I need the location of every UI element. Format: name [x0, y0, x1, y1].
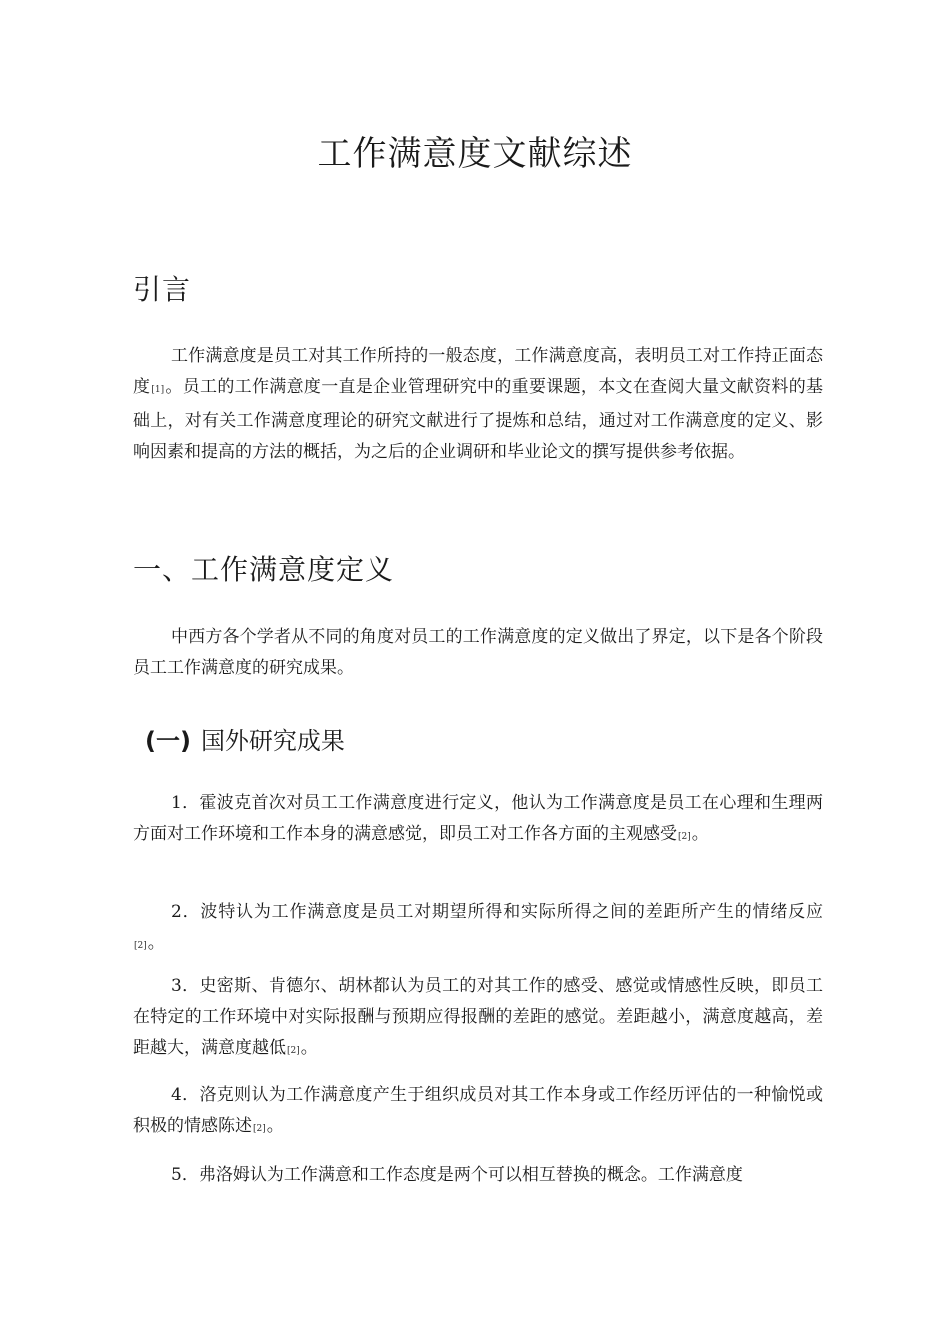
citation: [2]	[134, 941, 147, 951]
intro-text-b: 。员工的工作满意度一直是企业管理研究中的重要课题，本文在查阅大量文献资料的基础上，对有关工作满意度理论的研究文献进行了提炼和总结，通过对工作满意度的定义、影响因素和提高的方法的概括，为之后的企业调研和毕业论文的撰写提供参考依据。	[133, 377, 824, 462]
list-item	[133, 1080, 823, 1145]
list-item-end: 。	[691, 824, 709, 844]
section-heading-definition: 一、工作满意度定义	[133, 553, 395, 586]
intro-heading: 引言	[133, 273, 192, 306]
list-item	[133, 971, 823, 1067]
citation: [1]	[151, 385, 165, 395]
list-item	[133, 788, 823, 853]
list-item-text: 2．波特认为工作满意度是员工对期望所得和实际所得之间的差距所产生的情绪反应	[171, 902, 823, 922]
list-item-end: 。	[266, 1116, 284, 1136]
list-item-text: 5．弗洛姆认为工作满意和工作态度是两个可以相互替换的概念。工作满意度	[171, 1165, 743, 1185]
subsection-number: (一)	[145, 727, 191, 755]
list-item-text: 1．霍波克首次对员工工作满意度进行定义，他认为工作满意度是员工在心理和生理两方面对工作环境和工作本身的满意感觉，即员工对工作各方面的主观感受	[133, 793, 823, 844]
list-item-text: 4．洛克则认为工作满意度产生于组织成员对其工作本身或工作经历评估的一种愉悦或积极的情感陈述	[133, 1085, 823, 1136]
citation: [2]	[253, 1124, 266, 1134]
citation: [2]	[678, 832, 691, 842]
list-item	[133, 1160, 823, 1191]
section-intro-paragraph: 中西方各个学者从不同的角度对员工的工作满意度的定义做出了界定，以下是各个阶段员工工作满意度的研究成果。	[133, 627, 823, 678]
list-item-text: 3．史密斯、肯德尔、胡林都认为员工的对其工作的感受、感觉或情感性反映，即员工在特定的工作环境中对实际报酬与预期应得报酬的差距的感觉。差距越小，满意度越高，差距越大，满意度越低	[133, 976, 823, 1058]
list-item-end: 。	[147, 933, 165, 953]
list-item-end: 。	[300, 1038, 318, 1058]
list-item	[133, 897, 823, 962]
intro-paragraph	[133, 341, 823, 468]
intro-text-a: 工作满意度是员工对其工作所持的一般态度，工作满意度高，表明员工对工作持正面态度	[133, 346, 823, 397]
document-title: 工作满意度文献综述	[317, 134, 633, 174]
subsection-heading-foreign	[145, 721, 345, 756]
subsection-label: 国外研究成果	[200, 727, 345, 755]
citation: [2]	[287, 1046, 300, 1056]
